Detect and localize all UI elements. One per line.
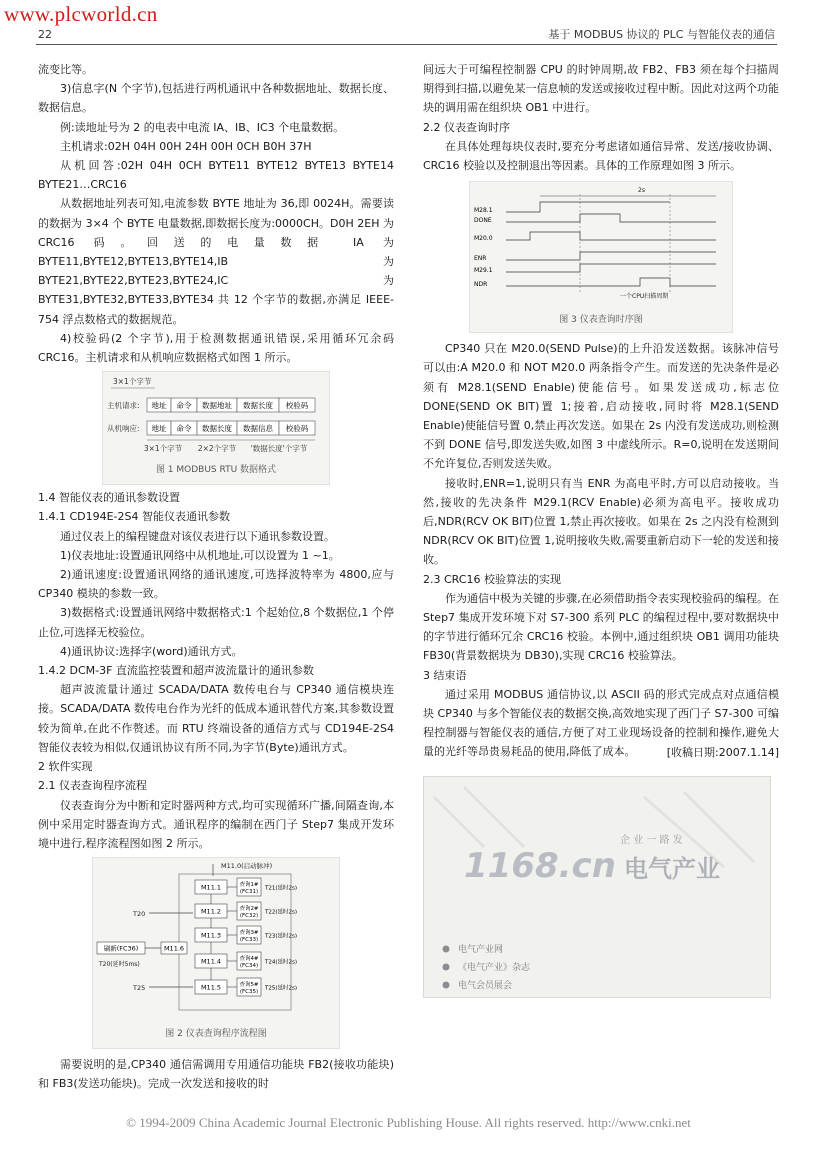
svg-text:(FC35): (FC35) [239,989,259,996]
figure-3-timing [469,181,733,333]
paragraph: 主机请求:02H 04H 00H 24H 00H 0CH B0H 37H [60,139,312,153]
svg-text:M11.2: M11.2 [200,907,222,916]
fig1-slave-row [147,421,315,435]
paragraph: 2)通讯速度:设置通讯网络的通讯速度,可选择波特率为 4800,应与 CP340 模块的参数一致。 [38,568,394,601]
paragraph: 通过仪表上的编程键盘对该仪表进行以下通讯参数设置。 [60,529,335,543]
ad-item: 《电气产业》杂志 [458,962,531,973]
ad-item: 电气产业网 [458,944,504,955]
paragraph: 1)仪表地址:设置通讯网络中从机地址,可以设置为 1 ~1。 [60,548,340,562]
svg-text:(FC34): (FC34) [239,963,259,970]
svg-text:T24(延时2s): T24(延时2s) [265,959,298,966]
fig1-host-cell: 数据长度 [243,401,273,411]
section-heading: 1.4 智能仪表的通讯参数设置 [38,491,180,505]
section-heading: 2 软件实现 [38,760,93,774]
site-watermark: www.plcworld.cn [4,2,158,26]
figure-2-flowchart [92,857,340,1049]
svg-text:(FC33): (FC33) [239,937,259,944]
paragraph: 在具体处理每块仪表时,要充分考虑诸如通信异常、发送/接收协调、CRC16 校验以及控制退出等因素。具体的工作原理如图 3 所示。 [423,139,779,173]
subsection-heading: 1.4.1 CD194E-2S4 智能仪表通讯参数 [38,510,231,524]
fig3-signal: M20.0 [474,235,493,243]
fig1-top-label: 3×1个字节 [113,377,152,387]
fig1-slave-cell: 数据信息 [243,424,273,434]
fig1-slave-label: 从机响应: [107,424,140,434]
fig3-caption: 图 3 仪表查询时序图 [559,315,643,326]
subsection-heading: 2.3 CRC16 校验算法的实现 [423,572,561,586]
svg-text:(FC31): (FC31) [239,889,259,896]
paragraph: 超声波流量计通过 SCADA/DATA 数传电台与 CP340 通信模块连接。SCADA/DATA 数传电台作为光纤的低成本通讯替代方案,其参数设置较为简单,在此不作赘述。而 RTU 终端设备的通信方式与 CD194E-2S4 智能仪表较为相似,仅通讯协议有所不同,为字节(Byte)通讯方式。 [38,683,394,754]
fig2-step [195,926,297,944]
received-date: [收稿日期:2007.1.14] [666,745,779,759]
fig2-steps [195,878,297,996]
paragraph: 4)通讯协议:选择字(word)通讯方式。 [60,644,243,658]
fig1-bottom-label: '数据长度'个字节 [250,444,308,454]
fig1-bottom-label: 2×2个字节 [197,444,237,454]
fig1-host-label: 主机请求: [107,401,140,411]
fig2-t20: T20 [133,910,146,919]
svg-text:T25(延时2s): T25(延时2s) [265,985,298,992]
fig2-step [195,902,297,920]
paragraph: 流变比等。 [38,63,93,76]
subsection-heading: 2.2 仪表查询时序 [423,120,510,134]
left-column [38,60,394,1094]
paragraph: 3)信息字(N 个字节),包括进行两机通讯中各种数据地址、数据长度、数据信息。 [38,82,394,115]
svg-text:T22(延时2s): T22(延时2s) [265,909,298,916]
fig3-note: 一个CPU扫描周期 [620,293,669,301]
svg-text:查询5#: 查询5# [239,982,259,989]
fig1-host-cell: 校验码 [285,401,309,411]
fig1-host-cell: 数据地址 [202,401,232,411]
fig1-host-cell: 命令 [176,401,192,411]
fig2-step [195,952,297,970]
right-column [423,60,779,998]
fig2-mid-node: M11.6 [163,944,185,953]
fig2-t25: T25 [133,984,146,993]
fig1-slave-cell: 地址 [151,424,167,434]
fig3-signal: M29.1 [474,267,493,275]
fig3-signal: NDR [474,281,488,289]
fig1-caption: 图 1 MODBUS RTU 数据格式 [155,465,277,476]
fig1-bottom-label: 3×1个字节 [143,444,183,454]
bullet-icon [443,981,450,988]
paragraph: 间远大于可编程控制器 CPU 的时钟周期,故 FB2、FB3 须在每个扫描周期得到扫描,以避免某一信息帧的发送或接收过程中断。因此对这两个功能块的调用需在组织块 OB1 中进行。 [423,63,779,115]
paragraph: 接收时,ENR=1,说明只有当 ENR 为高电平时,方可以启动接收。当然,接收的先决条件 M29.1(RCV Enable)必须为高电平。接收成功后,NDR(RCV OK BIT)位置 1,禁止再次接收。如果在 2s 之内没有检测到 NDR(RCV OK BIT)位置 1,说明接收失败,需要重新启动下一轮的发送和接收。 [423,476,779,567]
fig1-slave-cell: 校验码 [285,424,309,434]
fig2-refresh: 刷新(FC36) [103,944,139,953]
fig3-period: 2s [638,187,645,195]
svg-text:M11.5: M11.5 [200,983,222,992]
paragraph: 4)校验码(2 个字节),用于检测数据通讯错误,采用循环冗余码 CRC16。主机请求和从机响应数据格式如图 1 所示。 [38,331,394,365]
svg-text:查询4#: 查询4# [239,956,259,963]
fig3-waveforms [506,202,716,286]
svg-text:查询1#: 查询1# [239,882,259,889]
svg-text:M11.3: M11.3 [200,931,222,940]
subsection-heading: 2.1 仪表查询程序流程 [38,779,147,793]
fig2-start: M11.0(启动脉冲) [221,862,273,871]
paragraph: 仪表查询分为中断和定时器两种方式,均可实现循环广播,间隔查询,本例中采用定时器查询方式。通讯程序的编制在西门子 Step7 集成开发环境中进行,程序流程图如图 2 所示。 [38,798,394,850]
paragraph: 需要说明的是,CP340 通信需调用专用通信功能块 FB2(接收功能块)和 FB3(发送功能块)。完成一次发送和接收的时 [38,1058,394,1091]
svg-text:查询3#: 查询3# [239,930,259,937]
running-header: 基于 MODBUS 协议的 PLC 与智能仪表的通信 [548,28,775,41]
section-heading: 3 结束语 [423,668,467,682]
fig1-host-row [147,398,315,412]
bullet-icon [443,963,450,970]
paragraph: 通过采用 MODBUS 通信协议,以 ASCII 码的形式完成点对点通信模块 CP340 与多个智能仪表的数据交换,高效地实现了西门子 S7-300 可编程控制器与智能仪表的通信,方便了对工业现场设备的控制和操作,避免大量的光纤等昂贵易耗品的使用,降低了成本。 [423,687,779,759]
advertisement [423,776,771,998]
ad-item: 电气会员展会 [458,980,513,991]
paragraph: 作为通信中极为关键的步骤,在必须借助指令表实现校验码的编程。在 Step7 集成开发环境下对 S7-300 系列 PLC 的编程过程中,要对数据块中的字节进行循环冗余 CRC16 校验。本例中,通过组织块 OB1 调用功能块 FB30(背景数据块为 DB30),实现 CRC16 校验算法。 [423,591,779,663]
paragraph: 从数据地址列表可知,电流参数 BYTE 地址为 36,即 0024H。需要读的数据为 3×4 个 BYTE 电量数据,即数据长度为:0000CH。D0H 2EH 为 CRC16 码。回送的电量数据 IA 为 BYTE11,BYTE12,BYTE13,BYTE14,IB 为 BYTE21,BYTE22,BYTE23,BYTE24,IC 为 BYTE31,BYTE32,BYTE33,BYTE34 共 12 个字节的数据,亦满足 IEEE-754 浮点数格式的数据规范。 [38,197,394,326]
fig1-host-cell: 地址 [151,401,167,411]
ad-slogan: 企 业 一 路 发 [620,834,683,846]
page-number: 22 [38,28,52,41]
header-rule [36,44,777,45]
fig2-step [195,978,297,996]
paragraph: 从机回答:02H 04H 0CH BYTE11 BYTE12 BYTE13 BYTE14 BYTE21…CRC16 [38,159,394,192]
fig2-step [195,878,297,896]
fig1-slave-cell: 命令 [176,424,192,434]
svg-text:T21(延时2s): T21(延时2s) [265,885,298,892]
copyright-footer: © 1994-2009 China Academic Journal Electronic Publishing House. All rights reserved. http://www.cnki.net [126,1115,691,1130]
figure-1-modbus-format [102,371,330,485]
bullet-icon [443,945,450,952]
ad-brand: 电气产业 [624,854,720,883]
subsection-heading: 1.4.2 DCM-3F 直流监控装置和超声波流量计的通讯参数 [38,664,314,678]
svg-text:(FC32): (FC32) [239,913,259,920]
paragraph: 3)数据格式:设置通讯网络中数据格式:1 个起始位,8 个数据位,1 个停止位,可选择无校验位。 [38,606,394,639]
fig3-signal: ENR [474,255,487,263]
paragraph: CP340 只在 M20.0(SEND Pulse)的上升沿发送数据。该脉冲信号可以由:A M20.0 和 NOT M20.0 两条指令产生。而发送的先决条件是必须有 M28.1(SEND Enable)使能信号。如果发送成功,标志位 DONE(SEND OK BIT)置 1;接着,启动接收,同时将 M28.1(SEND Enable)使能信号置 0,禁止再次发送。如果在 2s 内没有发送成功,则检测不到 DONE 信号,即发送失败,如图 3 中虚线所示。R=0,说明在发送期间不允许复位,否则发送失败。 [423,342,779,471]
fig3-signal: DONE [474,217,492,225]
fig2-t20-delay: T20(延时5ms) [99,961,140,969]
fig2-caption: 图 2 仪表查询程序流程图 [165,1029,267,1040]
svg-text:M11.4: M11.4 [200,957,222,966]
svg-text:T23(延时2s): T23(延时2s) [265,933,298,940]
ad-logo: 1168.cn [464,845,616,886]
svg-text:M11.1: M11.1 [200,883,222,892]
svg-text:查询2#: 查询2# [239,906,259,913]
paragraph: 例:读地址号为 2 的电表中电流 IA、IB、IC3 个电量数据。 [60,120,345,134]
fig3-signal: M28.1 [474,207,493,215]
fig1-slave-cell: 数据长度 [202,424,232,434]
